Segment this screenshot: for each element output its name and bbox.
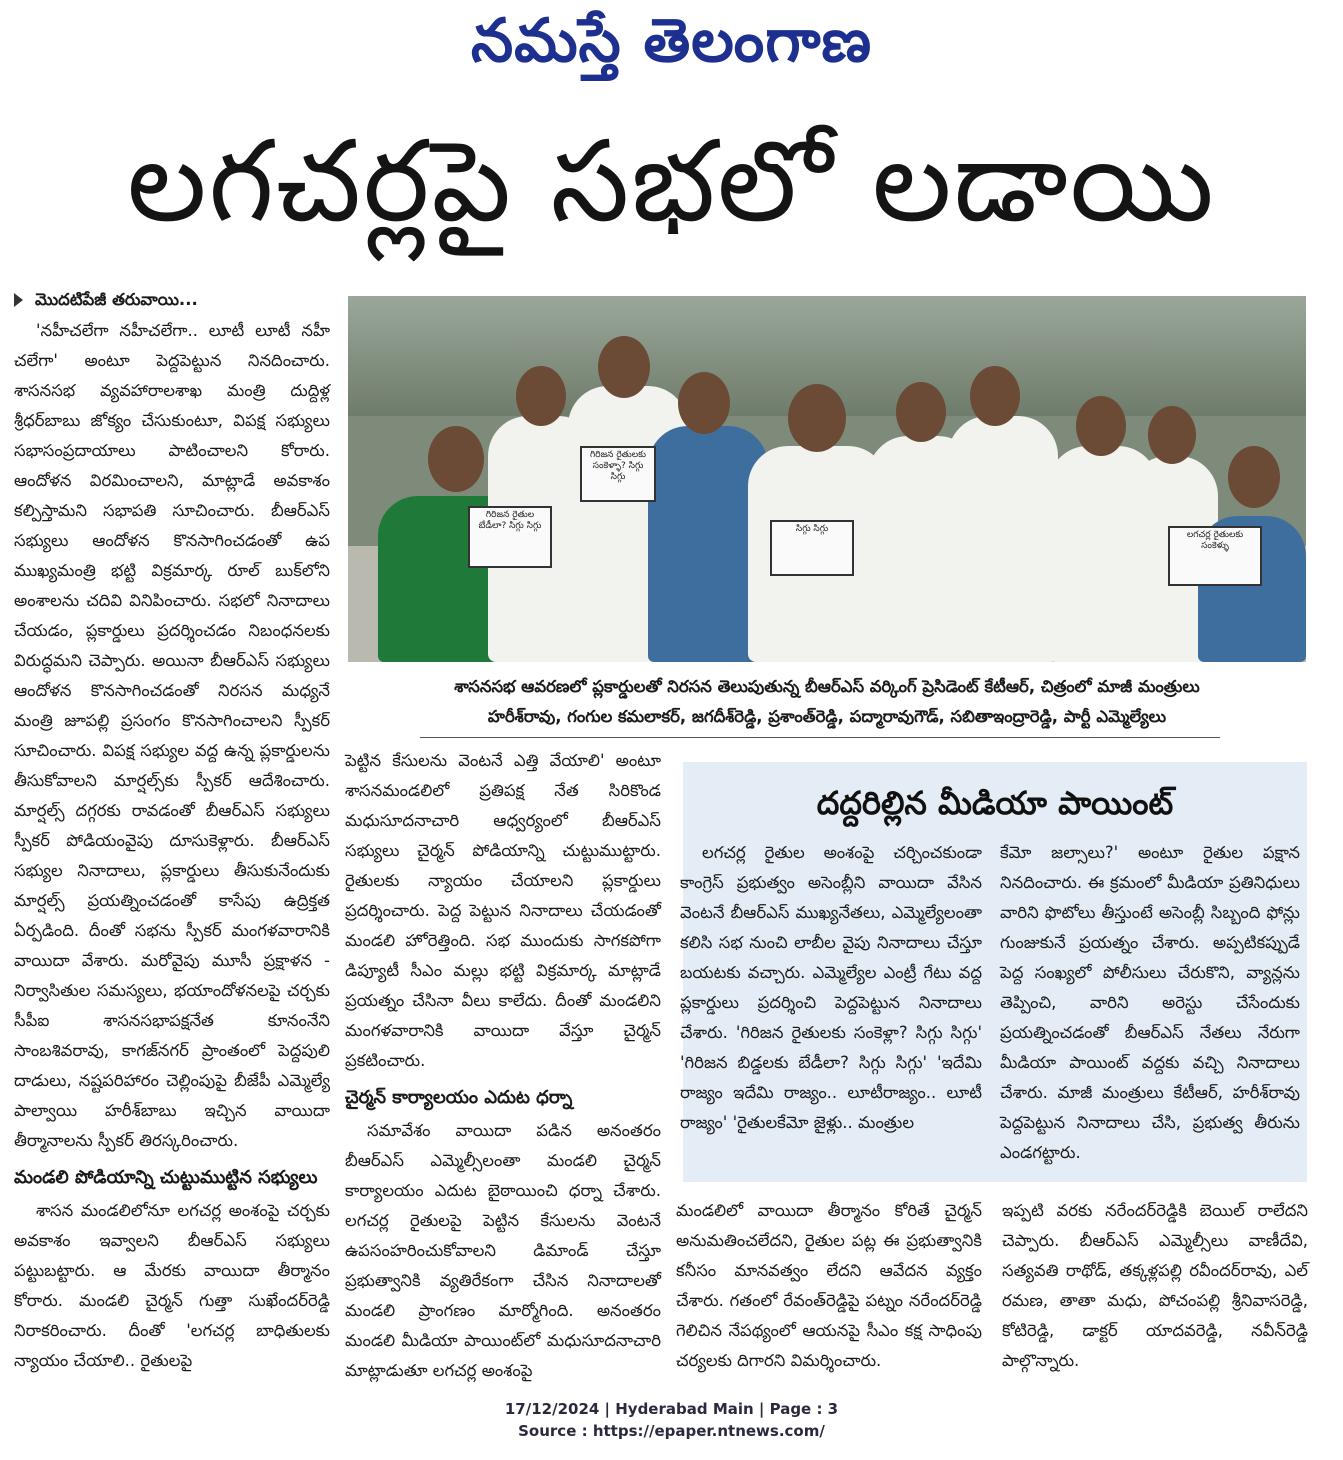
column-1-paragraph-1: 'నహీచలేగా నహీచలేగా.. లూటీ లూటీ నహీ చలేగా' అంటూ పెద్దపెట్టున నినదించారు. శాసనసభ వ్యవహారాలశాఖ మంత్రి దుద్దిళ్ల శ్రీధర్‌బాబు జోక్యం చేసుకుంటూ, విపక్ష సభ్యులు సభాసంప్రదాయాలు పాటించాలని కోరారు. ఆందోళన విరమించాలని, మాట్లాడే అవకాశం కల్పిస్తామని సభాపతి సూచించారు. బీఆర్‌ఎస్ సభ్యులు ఆందోళన కొనసాగించడంతో ఉప ముఖ్యమంత్రి భట్టి విక్రమార్క రూల్ బుక్‌లోని అంశాలను చదివి వినిపించారు. సభలో నినాదాలు చేయడం, ప్లకార్డులు ప్రదర్శించడం నిబంధనలకు విరుద్ధమని చెప్పారు. అయినా బీఆర్‌ఎస్ సభ్యులు ఆందోళన కొనసాగించడంతో నిరసన మధ్యనే మంత్రి జూపల్లి ప్రసంగం కొనసాగించాలని స్పీకర్ సూచించారు. విపక్ష సభ్యుల వద్ద ఉన్న ప్లకార్డులను తీసుకోవాలని మార్షల్స్‌కు స్పీకర్ ఆదేశించారు. మార్షల్స్ దగ్గరకు రావడంతో బీఆర్‌ఎస్ సభ్యులు స్పీకర్ పోడియంవైపు దూసుకెళ్లారు. బీఆర్‌ఎస్ సభ్యుల నినాదాలు, ప్లకార్డులు తీసుకునేందుకు మార్షల్స్ ప్రయత్నించడంతో కాసేపు ఉద్రిక్తత ఏర్పడింది. దీంతో సభను స్పీకర్ మంగళవారానికి వాయిదా వేశారు. మరోవైపు మూసీ ప్రక్షాళన - నిర్వాసితుల సమస్యలు, భయాందోళనలపై చర్చకు సీపీఐ శాసనసభాపక్షనేత కూనంనేని సాంబశివరావు, కాగజ్‌నగర్ ప్రాంతంలో పెద్దపులి దాడులు, నష్టపరిహారం చెల్లింపుపై బీజేపీ ఎమ్మెల్యే పాల్వాయి హరీశ్‌బాబు ఇచ్చిన వాయిదా తీర్మానాలను స్పీకర్ తిరస్కరించారు. <box>14 321 330 1150</box>
photo-head-shape <box>970 366 1020 426</box>
caption-line-1: శాసనసభ ఆవరణలో ప్లకార్డులతో నిరసన తెలుపుతున్న బీఆర్‌ఎస్ వర్కింగ్ ప్రెసిడెంట్ కేటీఆర్, చిత్రంలో మాజీ మంత్రులు <box>454 677 1200 696</box>
caption-divider <box>420 737 1220 738</box>
column-2-subhead: చైర్మన్ కార్యాలయం ఎదుట ధర్నా <box>345 1087 573 1108</box>
photo-head-shape <box>1228 446 1280 508</box>
masthead <box>0 2 1343 82</box>
masthead-title: నమస్తే తెలంగాణ <box>470 6 873 76</box>
photo-caption <box>348 672 1306 732</box>
boxed-column-a <box>680 838 982 1138</box>
photo-head-shape <box>1076 396 1126 456</box>
main-headline <box>10 112 1333 252</box>
photo-placard: లగచర్ల రైతులకు సంకెళ్ళు <box>1168 526 1262 586</box>
footer-date-edition: 17/12/2024 | Hyderabad Main | Page : 3 <box>504 1400 839 1418</box>
boxed-paragraph-a: లగచర్ల రైతుల అంశంపై చర్చించకుండా కాంగ్రెస్ ప్రభుత్వం అసెంబ్లీని వాయిదా వేసిన వెంటనే బీఆర్‌ఎస్ ముఖ్యనేతలు, ఎమ్మెల్యేలంతా కలిసి సభ నుంచి లాబీల వైపు నినాదాలు చేస్తూ బయటకు వచ్చారు. ఎమ్మెల్యేల ఎంట్రీ గేటు వద్ద ప్లకార్డులు ప్రదర్శించి పెద్దపెట్టున నినాదాలు చేశారు. 'గిరిజన రైతులకు సంకెళ్లా? సిగ్గు సిగ్గు' 'గిరిజన బిడ్డలకు బేడీలా? సిగ్గు సిగ్గు' 'ఇదేమి రాజ్యం ఇదేమి రాజ్యం.. లూటీరాజ్యం.. లూటీ రాజ్యం' 'రైతులకేమో జైళ్లు.. మంత్రుల <box>680 843 982 1132</box>
column-3 <box>676 1196 982 1376</box>
continued-marker <box>14 286 330 314</box>
photo-head-shape <box>678 372 730 434</box>
column-2-paragraph-1: పెట్టిన కేసులను వెంటనే ఎత్తి వేయాలి' అంటూ శాసనమండలిలో ప్రతిపక్ష నేత సిరికొండ మధుసూదనాచారి ఆధ్వర్యంలో బీఆర్‌ఎస్ సభ్యులు చైర్మన్ పోడియాన్ని చుట్టుముట్టారు. రైతులకు న్యాయం చేయాలని ప్లకార్డులు ప్రదర్శించారు. పెద్ద పెట్టున నినాదాలు చేయడంతో మండలి హోరెత్తింది. సభ ముందుకు సాగకపోగా డిప్యూటీ సీఎం మల్లు భట్టి విక్రమార్క మాట్లాడే ప్రయత్నం చేసినా వీలు కాలేదు. దీంతో మండలిని మంగళవారానికి వాయిదా వేస్తూ చైర్మన్ ప్రకటించారు. <box>345 751 661 1070</box>
headline-text: లగచర్లపై సభలో లడాయి <box>127 117 1216 247</box>
photo-placard: సిగ్గు సిగ్గు <box>770 520 854 576</box>
column-4-paragraph-1: ఇప్పటి వరకు నరేందర్‌రెడ్డికి బెయిల్ రాలేదని చెప్పారు. బీఆర్‌ఎస్ ఎమ్మెల్సీలు వాణీదేవి, సత్యవతి రాథోడ్, తక్కళ్లపల్లి రవీందర్‌రావు, ఎల్ రమణ, తాతా మధు, పోచంపల్లి శ్రీనివాసరెడ్డి, కోటిరెడ్డి, డాక్టర్ యాదవరెడ్డి, నవీన్‌రెడ్డి పాల్గొన్నారు. <box>1002 1201 1308 1370</box>
photo-placard: గిరిజన రైతులకు సంకెళ్ళా? సిగ్గు సిగ్గు <box>580 446 656 502</box>
photo-head-shape <box>896 382 946 442</box>
news-photo <box>348 296 1306 662</box>
footer-source: Source : https://epaper.ntnews.com/ <box>518 1422 825 1440</box>
column-1 <box>14 286 330 1376</box>
column-3-paragraph-1: మండలిలో వాయిదా తీర్మానం కోరితే చైర్మన్ అనుమతించలేదని, రైతుల పట్ల ఈ ప్రభుత్వానికి కనీసం మానవత్వం లేదని ఆవేదన వ్యక్తం చేశారు. గతంలో రేవంత్‌రెడ్డిపై పట్నం నరేందర్‌రెడ్డి గెలిచిన నేపథ్యంలో ఆయనపై సీఎం కక్ష సాధింపు చర్యలకు దిగారని విమర్శించారు. <box>676 1201 982 1370</box>
column-1-subhead: మండలి పోడియాన్ని చుట్టుముట్టిన సభ్యులు <box>14 1167 318 1188</box>
column-4 <box>1002 1196 1308 1376</box>
column-2-paragraph-2: సమావేశం వాయిదా పడిన అనంతరం బీఆర్‌ఎస్ ఎమ్మెల్సీలంతా మండలి చైర్మన్ కార్యాలయం ఎదుట బైఠాయించి ధర్నా చేశారు. లగచర్ల రైతులపై పెట్టిన కేసులను వెంటనే ఉపసంహరించుకోవాలని డిమాండ్ చేస్తూ ప్రభుత్వానికి వ్యతిరేకంగా చేసిన నినాదాలతో మండలి ప్రాంగణం మార్మోగింది. అనంతరం మండలి మీడియా పాయింట్‌లో మధుసూదనాచారి మాట్లాడుతూ లగచర్ల అంశంపై <box>345 1121 661 1380</box>
column-2 <box>345 746 661 1386</box>
photo-head-shape <box>516 366 566 426</box>
boxed-story-title: దద్దరిల్లిన మీడియా పాయింట్ <box>816 784 1174 822</box>
photo-head-shape <box>788 384 846 452</box>
triangle-right-icon <box>14 293 23 307</box>
continued-label: మొదటిపేజీ తరువాయి... <box>35 290 198 309</box>
photo-head-shape <box>598 336 650 398</box>
photo-person-shape <box>948 416 1058 662</box>
photo-placard: గిరిజన రైతుల బేడీలా? సిగ్గు సిగ్గు <box>468 506 552 568</box>
photo-head-shape <box>1148 406 1196 464</box>
page-footer <box>0 1398 1343 1442</box>
boxed-paragraph-b: కేమో జల్సాలు?' అంటూ రైతుల పక్షాన నినదించారు. ఈ క్రమంలో మీడియా ప్రతినిధులు వారిని ఫొటోలు తీస్తుంటే అసెంబ్లీ సిబ్బంది ఫోన్లు గుంజుకునే ప్రయత్నం చేశారు. అప్పటికప్పుడే పెద్ద సంఖ్యలో పోలీసులు చేరుకొని, వ్యాన్లను తెప్పించి, వారిని అరెస్టు చేసేందుకు ప్రయత్నించడంతో బీఆర్‌ఎస్ నేతలు నేరుగా మీడియా పాయింట్ వద్దకు వచ్చి నినాదాలు చేశారు. మాజీ మంత్రులు కేటీఆర్, హరీశ్‌రావు పెద్దపెట్టున నినాదాలు చేసి, ప్రభుత్వ తీరును ఎండగట్టారు. <box>1000 843 1300 1162</box>
column-1-paragraph-2: శాసన మండలిలోనూ లగచర్ల అంశంపై చర్చకు అవకాశం ఇవ్వాలని బీఆర్‌ఎస్ సభ్యులు పట్టుబట్టారు. ఆ మేరకు వాయిదా తీర్మానం కోరారు. మండలి చైర్మన్ గుత్తా సుఖేందర్‌రెడ్డి నిరాకరించారు. దీంతో 'లగచర్ల బాధితులకు న్యాయం చేయాలి.. రైతులపై <box>14 1201 330 1370</box>
caption-line-2: హరీశ్‌రావు, గంగుల కమలాకర్, జగదీశ్‌రెడ్డి, ప్రశాంత్‌రెడ్డి, పద్మారావుగౌడ్, సబితాఇంద్రారెడ్డి, పార్టీ ఎమ్మెల్యేలు <box>487 707 1167 726</box>
photo-head-shape <box>428 426 484 492</box>
boxed-column-b <box>1000 838 1300 1168</box>
